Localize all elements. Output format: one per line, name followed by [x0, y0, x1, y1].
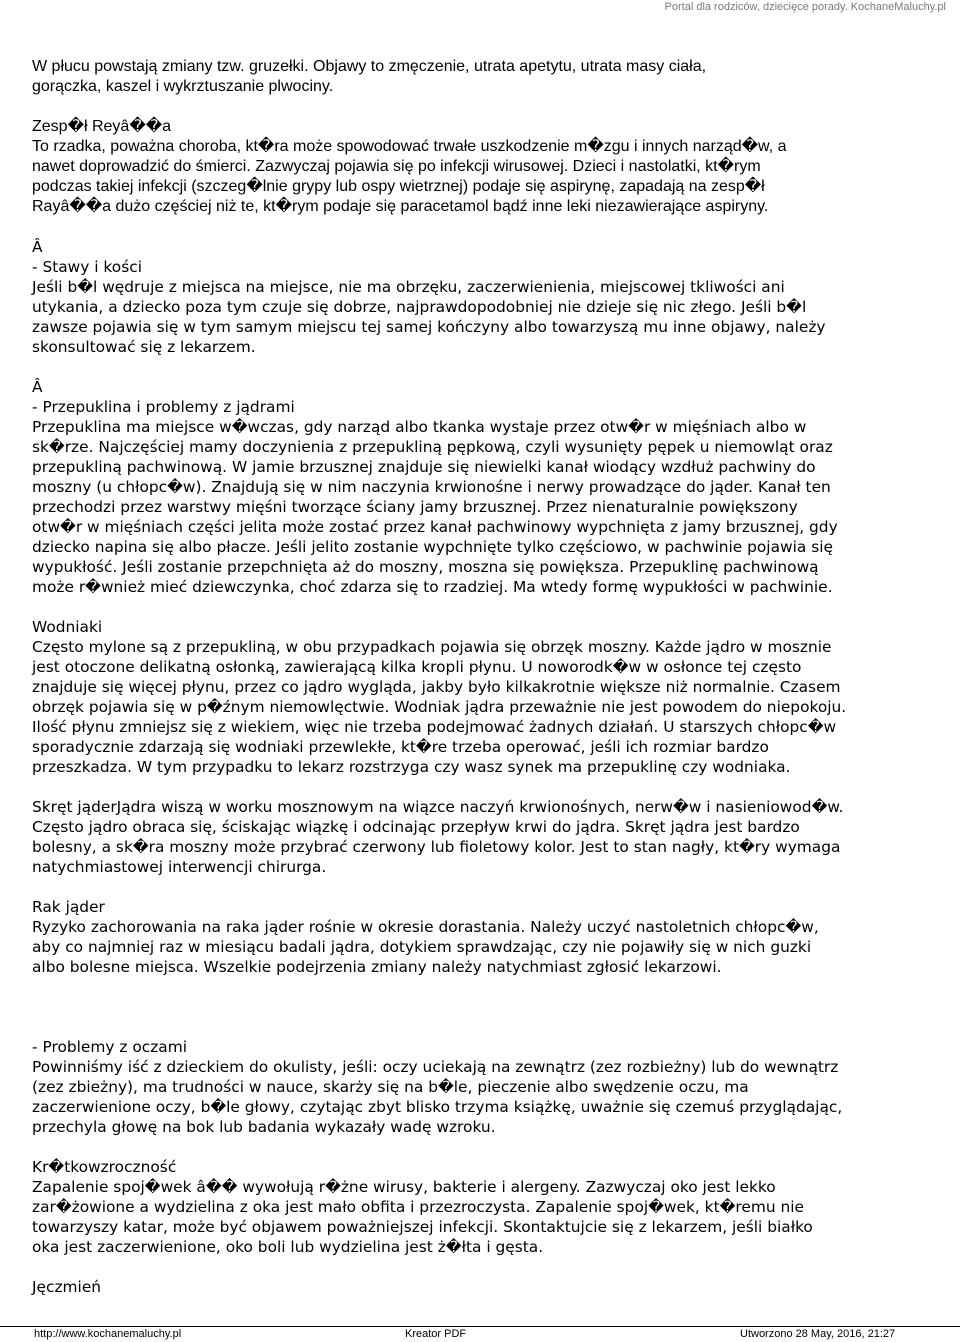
- text-line: Skręt jąderJądra wiszą w worku mosznowym na wiązce naczyń krwionośnych, nerw�w i nasieniowod�w.: [32, 798, 844, 816]
- text-line: sporadycznie zdarzają się wodniaki przewlekłe, kt�re trzeba operować, jeśli ich rozmiar bardzo: [32, 738, 769, 756]
- text-line: wypukłość. Jeśli zostanie przepchnięta aż do moszny, moszna się powiększa. Przepuklinę pachwinową: [32, 558, 819, 576]
- text-line: moszny (u chłopc�w). Znajdują się w nim naczynia krwionośne i nerwy prowadzące do jąder. Kanał ten: [32, 478, 831, 496]
- paragraph-stye: [32, 1277, 932, 1297]
- text-line: towarzyszy katar, może być objawem poważniejszej infekcji. Skontaktujcie się z lekarzem, jeśli białko: [32, 1218, 813, 1236]
- text-line: natychmiastowej interwencji chirurga.: [32, 858, 327, 876]
- paragraph-hydrocele: [32, 617, 932, 777]
- text-line: Przepuklina ma miejsce w�wczas, gdy narząd albo tkanka wystaje przez otw�r w mięśniach albo w: [32, 418, 807, 436]
- paragraph-myopia: [32, 1157, 932, 1257]
- text-line: Â: [32, 378, 43, 396]
- text-line: aby co najmniej raz w miesiącu badali jądra, dotykiem sprawdzając, czy nie pojawiły się w nich guzki: [32, 938, 812, 956]
- text-line: przepukliną pachwinową. W jamie brzusznej znajduje się niewielki kanał wiodący wzdłuż pachwiny do: [32, 458, 816, 476]
- footer-creator: Kreator PDF: [405, 1328, 467, 1340]
- text-line: jest otoczone delikatną osłonką, zawierającą kilka kropli płynu. U noworodk�w w osłonce tej często: [32, 658, 802, 676]
- paragraph-testicular-torsion: [32, 797, 932, 877]
- text-line: gorączka, kaszel i wykrztuszanie plwociny.: [32, 78, 334, 95]
- article-body: [32, 57, 932, 1297]
- footer-url: http://www.kochanemaluchy.pl: [34, 1328, 182, 1340]
- text-line: bolesny, a sk�ra moszny może przybrać czerwony lub fioletowy kolor. Jest to stan nagły, kt�ry wymaga: [32, 838, 841, 856]
- text-line: Â: [32, 238, 43, 256]
- text-line: To rzadka, poważna choroba, kt�ra może spowodować trwałe uszkodzenie m�zgu i innych narząd�w, a: [32, 138, 787, 155]
- section-heading: Zesp�ł Reyâ��a: [32, 118, 172, 135]
- text-line: podczas takiej infekcji (szczeg�lnie grypy lub ospy wietrznej) podaje się aspirynę, zapadają na zesp�ł: [32, 178, 765, 195]
- text-line: dziecko napina się albo płacze. Jeśli jelito zostanie wypchnięte tylko częściowo, w pachwinie pojawia się: [32, 538, 833, 556]
- text-line: utykania, a dziecko poza tym czuje się dobrze, najprawdopodobniej nie dzieje się nic złego. Jeśli b�l: [32, 298, 807, 316]
- section-heading: Rak jąder: [32, 898, 105, 916]
- text-line: W płucu powstają zmiany tzw. gruzełki. Objawy to zmęczenie, utrata apetytu, utrata masy ciała,: [32, 58, 707, 75]
- text-line: otw�r w mięśniach części jelita może zostać przez kanał pachwinowy wypchnięta z jamy brzusznej, gdy: [32, 518, 838, 536]
- paragraph-reye-syndrome: [32, 117, 932, 217]
- text-line: Zapalenie spoj�wek â�� wywołują r�żne wirusy, bakterie i alergeny. Zazwyczaj oko jest lekko: [32, 1178, 776, 1196]
- text-line: przechyla głowę na bok lub badania wykazały wadę wzroku.: [32, 1118, 496, 1136]
- text-line: skonsultować się z lekarzem.: [32, 338, 256, 356]
- text-line: przechodzi przez warstwy mięśni tworzące ściany jamy brzusznej. Przez nienaturalnie powiększony: [32, 498, 798, 516]
- paragraph-joints: [32, 237, 932, 357]
- site-title: Portal dla rodziców, dziecięce porady. KochaneMaluchy.pl: [664, 1, 946, 13]
- text-line: sk�rze. Najczęściej mamy doczynienia z przepukliną pępkową, czyli wysunięty pępek u niemowląt oraz: [32, 438, 833, 456]
- paragraph-testicular-cancer: [32, 897, 932, 977]
- text-line: przeszkadza. W tym przypadku to lekarz rozstrzyga czy wasz synek ma przepuklinę czy wodniaka.: [32, 758, 791, 776]
- section-heading: Jęczmień: [32, 1278, 102, 1296]
- text-line: Rayâ��a dużo częściej niż te, kt�rym podaje się paracetamol bądź inne leki niezawierające aspiryny.: [32, 198, 769, 215]
- text-line: znajduje się więcej płynu, przez co jądro wygląda, jakby było kilkakrotnie większe niż normalnie. Czasem: [32, 678, 841, 696]
- paragraph-eye-problems: [32, 1037, 932, 1137]
- text-line: albo bolesne miejsca. Wszelkie podejrzenia zmiany należy natychmiast zgłosić lekarzowi.: [32, 958, 722, 976]
- text-line: Ryzyko zachorowania na raka jąder rośnie w okresie dorastania. Należy uczyć nastoletnich chłopc�w,: [32, 918, 819, 936]
- text-line: Ilość płynu zmniejsz się z wiekiem, więc nie trzeba podejmować żadnych działań. U starszych chłopc�w: [32, 718, 837, 736]
- text-line: Często jądro obraca się, ściskając wiązkę i odcinając przepływ krwi do jądra. Skręt jądra jest bardzo: [32, 818, 800, 836]
- text-line: nawet doprowadzić do śmierci. Zazwyczaj pojawia się po infekcji wirusowej. Dzieci i nastolatki, kt�rym: [32, 158, 761, 175]
- section-heading: - Stawy i kości: [32, 258, 142, 276]
- footer-date: Utworzono 28 May, 2016, 21:27: [740, 1328, 896, 1340]
- text-line: obrzęk pojawia się w p�źnym niemowlęctwie. Wodniak jądra przeważnie nie jest powodem do niepokoju.: [32, 698, 847, 716]
- text-line: (zez zbieżny), ma trudności w nauce, skarży się na b�le, pieczenie albo swędzenie oczu, ma: [32, 1078, 749, 1096]
- text-line: Często mylone są z przepukliną, w obu przypadkach pojawia się obrzęk moszny. Każde jądro w mosznie: [32, 638, 832, 656]
- paragraph-tuberculosis: [32, 57, 932, 97]
- text-line: Jeśli b�l wędruje z miejsca na miejsce, nie ma obrzęku, zaczerwienienia, miejscowej tkliwości ani: [32, 278, 785, 296]
- text-line: oka jest zaczerwienione, oko boli lub wydzielina jest ż�łta i gęsta.: [32, 1238, 544, 1256]
- page-footer: [0, 1326, 960, 1342]
- text-line: zawsze pojawia się w tym samym miejscu tej samej kończyny albo towarzyszą mu inne objawy, należy: [32, 318, 826, 336]
- paragraph-hernia: [32, 377, 932, 597]
- section-heading: Kr�tkowzroczność: [32, 1158, 177, 1176]
- text-line: zar�żowione a wydzielina z oka jest mało obfita i przezroczysta. Zapalenie spoj�wek, kt�remu nie: [32, 1198, 805, 1216]
- text-line: Powinniśmy iść z dzieckiem do okulisty, jeśli: oczy uciekają na zewnątrz (zez rozbieżny) lub do wewnątrz: [32, 1058, 839, 1076]
- section-heading: - Przepuklina i problemy z jądrami: [32, 398, 295, 416]
- section-heading: - Problemy z oczami: [32, 1038, 187, 1056]
- text-line: może r�wnież mieć dziewczynka, choć zdarza się to rzadziej. Ma wtedy formę wypukłości w pachwinie.: [32, 578, 833, 596]
- section-heading: Wodniaki: [32, 618, 103, 636]
- page-header: [0, 0, 960, 16]
- text-line: zaczerwienione oczy, b�le głowy, czytając zbyt blisko trzyma książkę, uważnie się czemuś przyglądając,: [32, 1098, 843, 1116]
